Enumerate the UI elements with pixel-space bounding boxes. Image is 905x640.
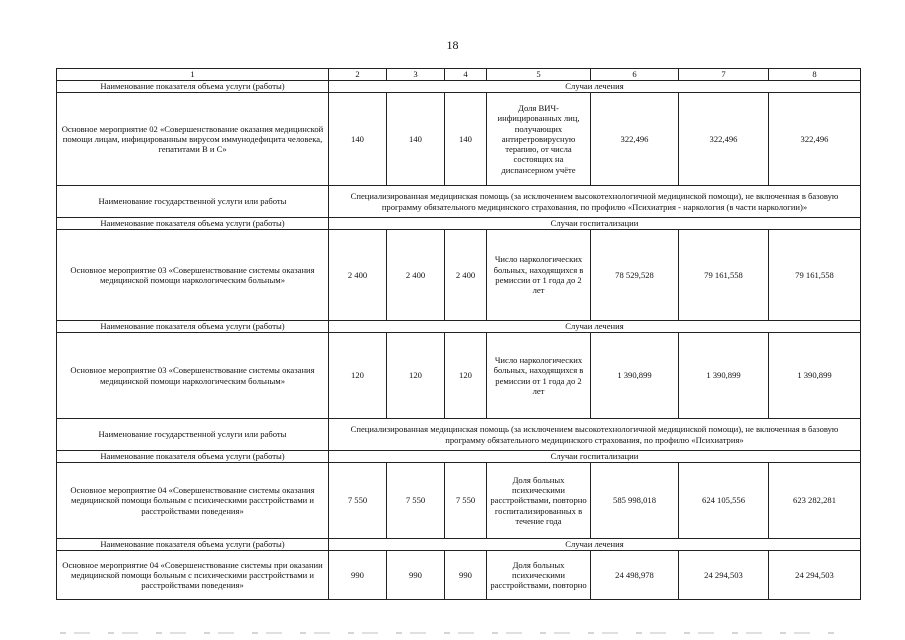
column-number: 5 <box>487 69 591 81</box>
volume-cell: 7 550 <box>329 463 387 539</box>
funding-cell: 1 390,899 <box>769 333 861 419</box>
indicator-label-row <box>57 81 861 93</box>
funding-cell: 24 294,503 <box>679 551 769 600</box>
page-number: 18 <box>446 38 459 52</box>
volume-cell: 120 <box>387 333 445 419</box>
indicator-label-row <box>57 321 861 333</box>
funding-cell: 78 529,528 <box>591 230 679 321</box>
scan-artifact-line <box>60 632 840 634</box>
indicator-type-cell: Случаи госпитализации <box>329 218 861 230</box>
volume-cell: 140 <box>445 93 487 186</box>
column-number: 7 <box>679 69 769 81</box>
volume-cell: 120 <box>445 333 487 419</box>
volume-cell: 7 550 <box>387 463 445 539</box>
volume-cell: 140 <box>329 93 387 186</box>
column-number: 4 <box>445 69 487 81</box>
indicator-label-row <box>57 451 861 463</box>
column-number: 1 <box>57 69 329 81</box>
funding-cell: 322,496 <box>769 93 861 186</box>
indicator-type-cell: Случаи лечения <box>329 321 861 333</box>
data-table <box>56 68 861 600</box>
service-label-cell: Наименование государственной услуги или работы <box>57 419 329 451</box>
volume-cell: 2 400 <box>445 230 487 321</box>
funding-cell: 79 161,558 <box>679 230 769 321</box>
indicator-name-cell: Наименование показателя объема услуги (работы) <box>57 539 329 551</box>
activity-name-cell: Основное мероприятие 03 «Совершенствование системы оказания медицинской помощи наркологическим больным» <box>57 230 329 321</box>
table-row <box>57 551 861 600</box>
indicator-type-cell: Случаи лечения <box>329 539 861 551</box>
volume-cell: 140 <box>387 93 445 186</box>
quality-indicator-cell: Доля больных психическими расстройствами, повторно <box>487 551 591 600</box>
volume-cell: 2 400 <box>387 230 445 321</box>
service-description-cell: Специализированная медицинская помощь (за исключением высокотехнологичной медицинской помощи), не включенная в базовую программу обязательного медицинского страхования, по профилю «Психиатрия» <box>329 419 861 451</box>
activity-name-cell: Основное мероприятие 04 «Совершенствование системы при оказании медицинской помощи больным с психическими расстройствами и расстройствами поведения» <box>57 551 329 600</box>
indicator-name-cell: Наименование показателя объема услуги (работы) <box>57 81 329 93</box>
activity-name-cell: Основное мероприятие 04 «Совершенствование системы оказания медицинской помощи больным с психическими расстройствами и расстройствами поведения» <box>57 463 329 539</box>
column-number: 6 <box>591 69 679 81</box>
funding-cell: 322,496 <box>591 93 679 186</box>
table-row <box>57 230 861 321</box>
volume-cell: 2 400 <box>329 230 387 321</box>
funding-cell: 322,496 <box>679 93 769 186</box>
table-row <box>57 93 861 186</box>
indicator-label-row <box>57 539 861 551</box>
table-row <box>57 333 861 419</box>
funding-cell: 1 390,899 <box>679 333 769 419</box>
funding-cell: 24 294,503 <box>769 551 861 600</box>
funding-cell: 623 282,281 <box>769 463 861 539</box>
funding-cell: 624 105,556 <box>679 463 769 539</box>
service-name-row <box>57 419 861 451</box>
volume-cell: 990 <box>387 551 445 600</box>
funding-cell: 79 161,558 <box>769 230 861 321</box>
volume-cell: 120 <box>329 333 387 419</box>
activity-name-cell: Основное мероприятие 02 «Совершенствование оказания медицинской помощи лицам, инфицированным вирусом иммунодефицита человека, гепатитами В и С» <box>57 93 329 186</box>
column-number: 3 <box>387 69 445 81</box>
volume-cell: 7 550 <box>445 463 487 539</box>
funding-cell: 585 998,018 <box>591 463 679 539</box>
service-label-cell: Наименование государственной услуги или работы <box>57 186 329 218</box>
quality-indicator-cell: Число наркологических больных, находящихся в ремиссии от 1 года до 2 лет <box>487 333 591 419</box>
volume-cell: 990 <box>329 551 387 600</box>
service-description-cell: Специализированная медицинская помощь (за исключением высокотехнологичной медицинской помощи), не включенная в базовую программу обязательного медицинского страхования, по профилю «Психиатрия - наркология (в части наркологии)» <box>329 186 861 218</box>
column-number: 2 <box>329 69 387 81</box>
indicator-name-cell: Наименование показателя объема услуги (работы) <box>57 451 329 463</box>
indicator-type-cell: Случаи лечения <box>329 81 861 93</box>
indicator-name-cell: Наименование показателя объема услуги (работы) <box>57 321 329 333</box>
funding-cell: 24 498,978 <box>591 551 679 600</box>
volume-cell: 990 <box>445 551 487 600</box>
quality-indicator-cell: Доля ВИЧ-инфицированных лиц, получающих антиретровирусную терапию, от числа состоящих на диспансерном учёте <box>487 93 591 186</box>
quality-indicator-cell: Доля больных психическими расстройствами, повторно госпитализированных в течение года <box>487 463 591 539</box>
quality-indicator-cell: Число наркологических больных, находящихся в ремиссии от 1 года до 2 лет <box>487 230 591 321</box>
indicator-name-cell: Наименование показателя объема услуги (работы) <box>57 218 329 230</box>
funding-cell: 1 390,899 <box>591 333 679 419</box>
column-number-row <box>57 69 861 81</box>
indicator-label-row <box>57 218 861 230</box>
table-row <box>57 463 861 539</box>
activity-name-cell: Основное мероприятие 03 «Совершенствование системы оказания медицинской помощи наркологическим больным» <box>57 333 329 419</box>
column-number: 8 <box>769 69 861 81</box>
service-name-row <box>57 186 861 218</box>
indicator-type-cell: Случаи госпитализации <box>329 451 861 463</box>
